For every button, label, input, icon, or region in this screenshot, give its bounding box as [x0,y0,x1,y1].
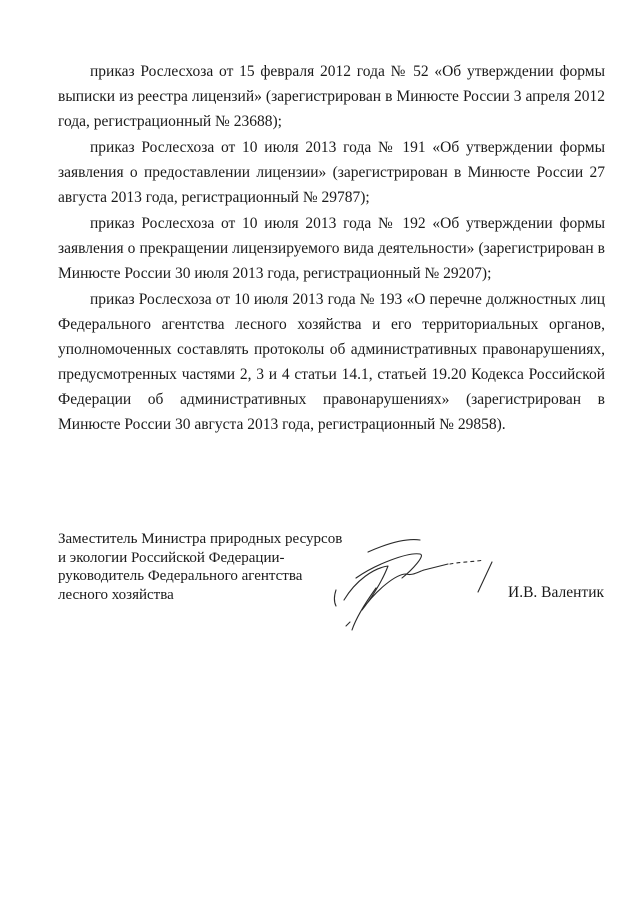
order-paragraph: приказ Рослесхоза от 15 февраля 2012 года № 52 «Об утверждении формы выписки из реестра лицензий» (зарегистрирован в Минюсте России 3 апреля 2012 года, регистрационный № 23688); [58,63,605,130]
signatory-title-line: лесного хозяйства [58,586,174,603]
signature-stroke [352,588,376,630]
order-paragraph: приказ Рослесхоза от 10 июля 2013 года № 193 «О перечне должностных лиц Федерального агентства лесного хозяйства и его территориальных органов, уполномоченных составлять протоколы об административных правонарушениях, предусмотренных частями 2, 3 и 4 статьи 14.1, статьей 19.20 Кодекса Российской Федерации об административных правонарушениях» (зарегистрирован в Минюсте России 30 августа 2013 года, регистрационный № 29858). [58,291,605,433]
signature-block [58,530,618,640]
signature-stroke [478,562,492,592]
signatory-title-line: и экологии Российской Федерации- [58,549,285,566]
signatory-title [58,530,358,604]
order-paragraph: приказ Рослесхоза от 10 июля 2013 года № 191 «Об утверждении формы заявления о предоставлении лицензии» (зарегистрирован в Минюсте России 27 августа 2013 года, регистрационный № 29787); [58,139,605,206]
signature-stroke [346,622,350,626]
signatory-name: И.В. Валентик [508,584,605,601]
handwritten-signature [316,530,496,640]
signature-stroke [344,564,448,610]
signatory-title-line: Заместитель Министра природных ресурсов [58,531,343,547]
signature-stroke [450,560,484,564]
signature-stroke [335,590,337,606]
order-paragraph: приказ Рослесхоза от 10 июля 2013 года № 192 «Об утверждении формы заявления о прекращении лицензируемого вида деятельности» (зарегистрирован в Минюсте России 30 июля 2013 года, регистрационный № 29207); [58,215,605,282]
signature-stroke [368,540,420,552]
signatory-title-line: руководитель Федерального агентства [58,568,303,584]
